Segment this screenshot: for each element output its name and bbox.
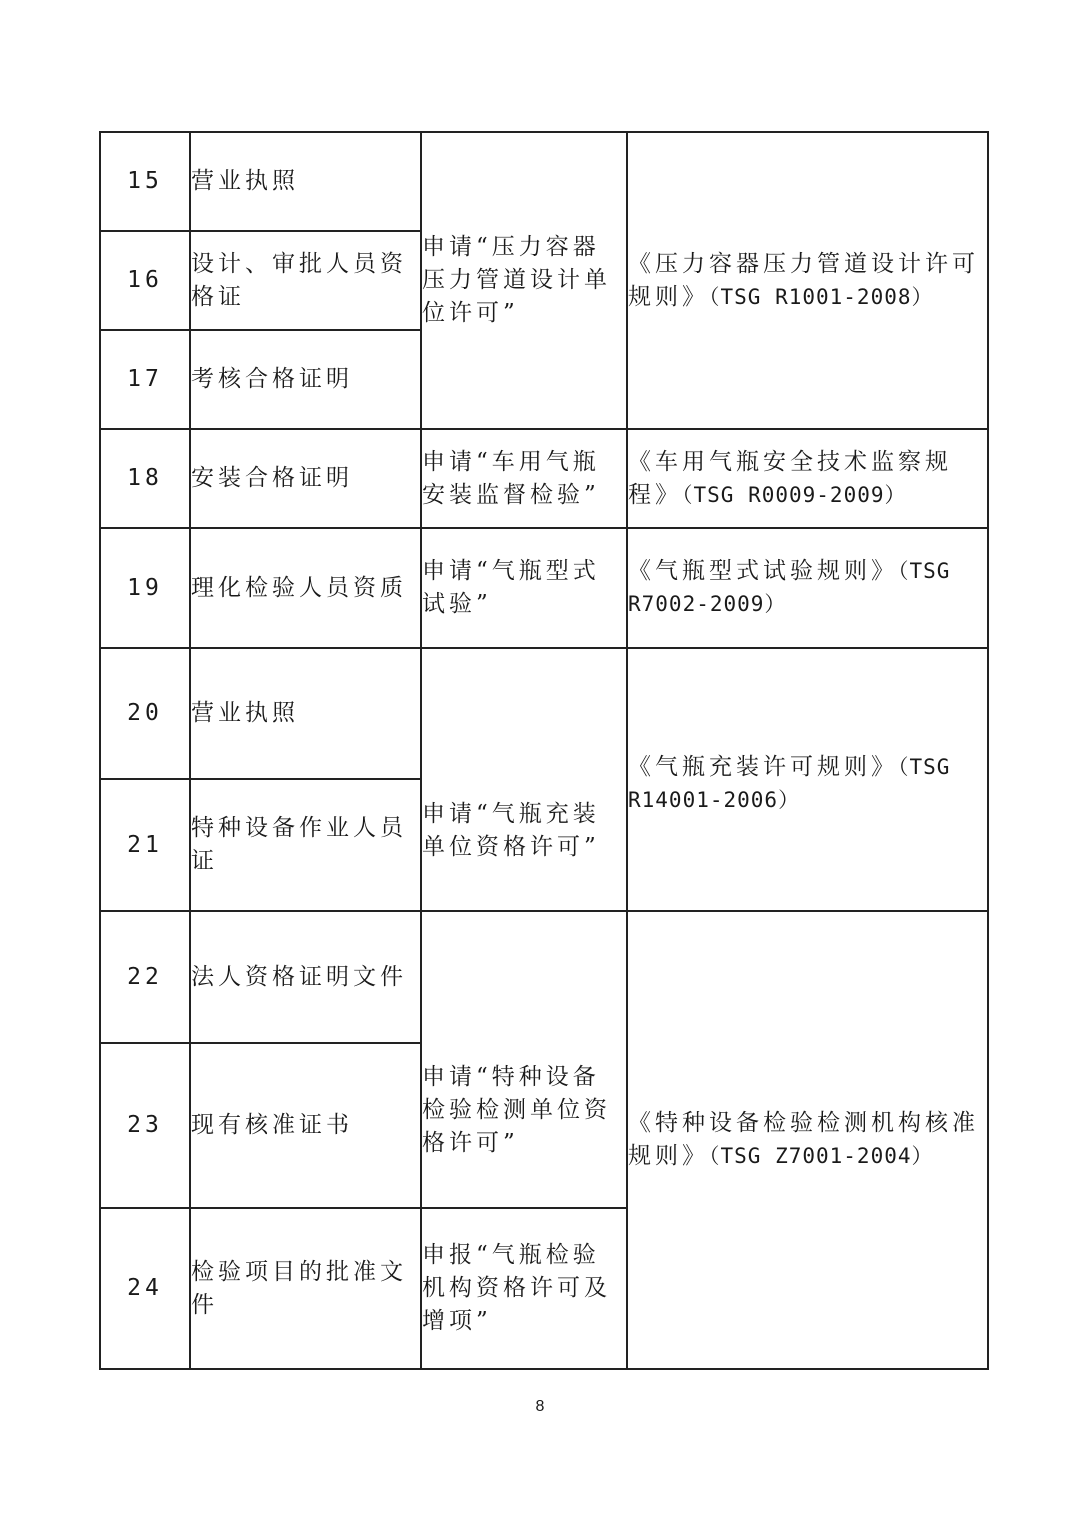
row-number: 22 bbox=[100, 911, 190, 1043]
document-name: 检验项目的批准文件 bbox=[190, 1208, 421, 1369]
table-row bbox=[100, 648, 988, 779]
regulation-cell bbox=[627, 429, 988, 528]
row-number: 20 bbox=[100, 648, 190, 779]
row-number: 21 bbox=[100, 779, 190, 911]
document-name: 考核合格证明 bbox=[190, 330, 421, 429]
regulation-title: 《车用气瓶安全技术监察规程》 bbox=[628, 448, 952, 508]
purpose-cell bbox=[421, 648, 627, 911]
document-name: 营业执照 bbox=[190, 132, 421, 231]
table-row bbox=[100, 132, 988, 231]
regulation-code: （TSG R0009-2009） bbox=[682, 482, 907, 507]
regulation-code: （TSG Z7001-2004） bbox=[709, 1144, 934, 1168]
purpose-cell bbox=[421, 429, 627, 528]
row-number: 19 bbox=[100, 528, 190, 648]
document-name: 安装合格证明 bbox=[190, 429, 421, 528]
regulation-cell bbox=[627, 132, 988, 429]
purpose-text: 申请“车用气瓶安装监督检验” bbox=[422, 448, 600, 508]
purpose-text: 申报“气瓶检验机构资格许可及增项” bbox=[422, 1242, 611, 1334]
regulation-title: 《特种设备检验检测机构核准规则》 bbox=[628, 1110, 979, 1169]
row-number: 24 bbox=[100, 1208, 190, 1369]
purpose-cell bbox=[421, 528, 627, 648]
purpose-text: 申请“气瓶型式试验” bbox=[422, 558, 600, 617]
document-name: 特种设备作业人员证 bbox=[190, 779, 421, 911]
purpose-text: 申请“气瓶充装单位资格许可” bbox=[422, 800, 600, 860]
purpose-cell bbox=[421, 132, 627, 429]
document-name: 设计、审批人员资格证 bbox=[190, 231, 421, 330]
regulation-title: 《压力容器压力管道设计许可规则》 bbox=[628, 250, 979, 310]
document-name: 理化检验人员资质 bbox=[190, 528, 421, 648]
row-number: 16 bbox=[100, 231, 190, 330]
purpose-text: 申请“特种设备检验检测单位资格许可” bbox=[422, 1064, 611, 1156]
purpose-cell bbox=[421, 1208, 627, 1369]
document-name: 法人资格证明文件 bbox=[190, 911, 421, 1043]
requirements-table bbox=[99, 131, 989, 1370]
regulation-cell bbox=[627, 911, 988, 1369]
purpose-cell bbox=[421, 911, 627, 1208]
table-row bbox=[100, 911, 988, 1043]
regulation-title: 《气瓶型式试验规则》 bbox=[628, 558, 898, 584]
regulation-code: （TSG R1001-2008） bbox=[709, 284, 934, 309]
row-number: 15 bbox=[100, 132, 190, 231]
table-row bbox=[100, 429, 988, 528]
row-number: 18 bbox=[100, 429, 190, 528]
row-number: 17 bbox=[100, 330, 190, 429]
row-number: 23 bbox=[100, 1043, 190, 1208]
purpose-text: 申请“压力容器压力管道设计单位许可” bbox=[422, 234, 611, 326]
regulation-code: （TSG R7002-2009） bbox=[628, 559, 951, 616]
table-row bbox=[100, 528, 988, 648]
regulation-cell bbox=[627, 648, 988, 911]
page-number: 8 bbox=[535, 1398, 545, 1415]
regulation-cell bbox=[627, 528, 988, 648]
regulation-code: （TSG R14001-2006） bbox=[628, 755, 951, 812]
document-name: 现有核准证书 bbox=[190, 1043, 421, 1208]
document-name: 营业执照 bbox=[190, 648, 421, 779]
regulation-title: 《气瓶充装许可规则》 bbox=[628, 754, 898, 780]
